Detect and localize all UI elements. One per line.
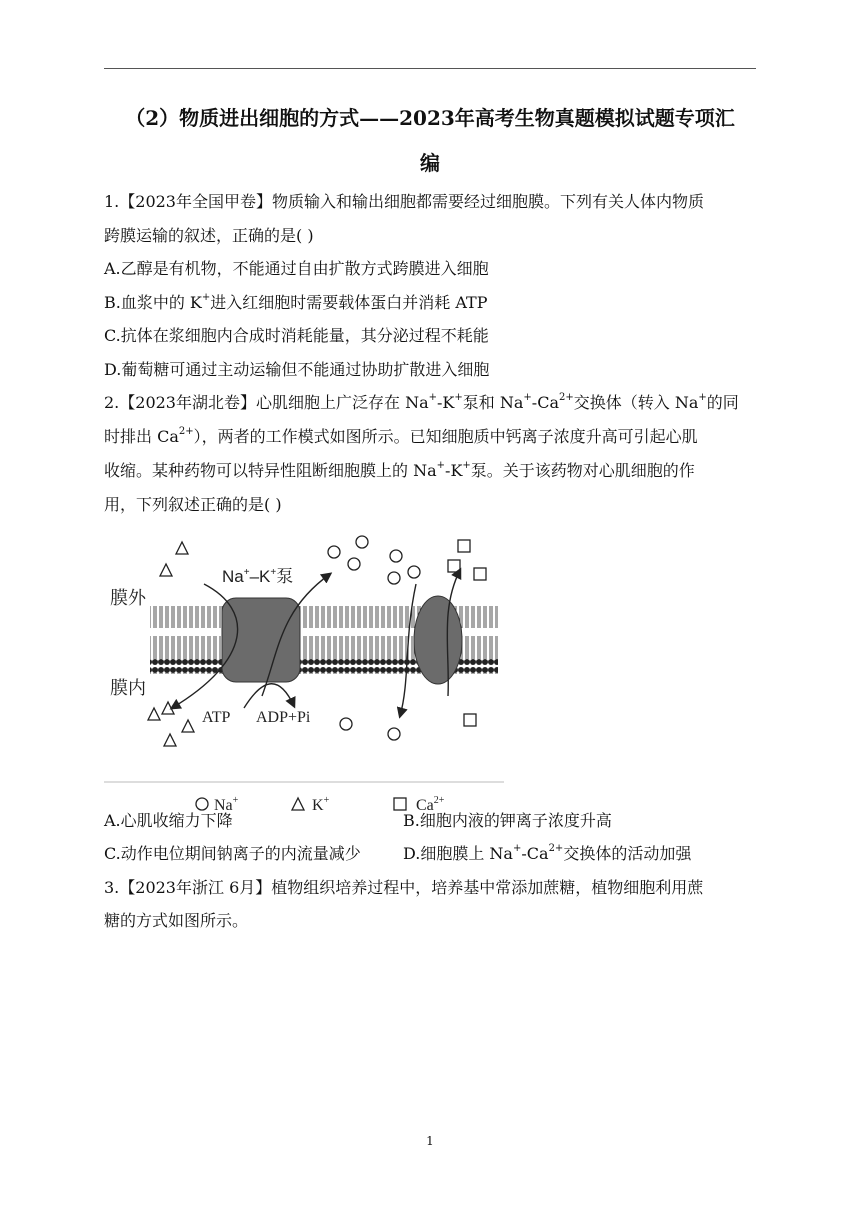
q2-stem-line-4: 用，下列叙述正确的是( ) (104, 495, 282, 514)
legend-k-symbol (292, 798, 304, 810)
na-ion-circle (348, 558, 360, 570)
atp-label: ATP (202, 709, 231, 726)
title-line-1: （2）物质进出细胞的方式——2023年高考生物真题模拟试题专项汇 (125, 106, 735, 130)
ca-ion-square (448, 560, 460, 572)
q2-option-d: D.细胞膜上 $Na^+-Ca^{2+}$交换体的活动加强 (403, 842, 692, 863)
na-ion-circle (388, 572, 400, 584)
na-ion-circle (328, 546, 340, 558)
k-ion-triangle (148, 708, 160, 720)
na-ca-exchanger-protein (414, 596, 462, 684)
k-ion-triangle (182, 720, 194, 732)
na-ion-circle (390, 550, 402, 562)
q2-option-c: C.动作电位期间钠离子的内流量减少 (104, 844, 361, 863)
ca-ion-square (458, 540, 470, 552)
q1-option-a: A.乙醇是有机物，不能通过自由扩散方式跨膜进入细胞 (104, 259, 489, 278)
inside-label: 膜内 (110, 678, 146, 698)
na-ion-circle (388, 728, 400, 740)
pump-label: Na+–K+泵 (222, 567, 294, 586)
page-title (104, 96, 756, 186)
na-ion-circle (356, 536, 368, 548)
header-rule (104, 68, 756, 69)
ca-ion-square (464, 714, 476, 726)
na-ion-circle (340, 718, 352, 730)
title-line-2: 编 (420, 151, 440, 175)
q1-option-d: D.葡萄糖可通过主动运输但不能通过协助扩散进入细胞 (104, 360, 490, 379)
membrane-transport-diagram (104, 530, 504, 822)
atp-adp-arrow (244, 684, 294, 708)
k-ion-triangle (160, 564, 172, 576)
q1-stem-line-2: 跨膜运输的叙述，正确的是( ) (104, 226, 314, 245)
outside-label: 膜外 (110, 588, 146, 608)
q3-stem-line-2: 糖的方式如图所示。 (104, 911, 249, 930)
adp-label: ADP+Pi (256, 709, 311, 726)
k-ion-triangle (164, 734, 176, 746)
q2-stem-line-3: 收缩。某种药物可以特异性阻断细胞膜上的 Na+-K+泵。关于该药物对心肌细胞的作 (104, 459, 695, 480)
na-ion-circle (408, 566, 420, 578)
q1-option-b: B.血浆中的 K+进入红细胞时需要载体蛋白并消耗 ATP (104, 291, 488, 312)
q2-stem-line-2: 时排出 $Ca^{2+}$），两者的工作模式如图所示。已知细胞质中钙离子浓度升高可引起心肌 (104, 425, 698, 446)
legend-ca-label: $Ca^{2+}$ (416, 795, 445, 814)
q2-stem-line-1: 2.【2023年湖北卷】心肌细胞上广泛存在 Na+-K+泵和 $Na^+-Ca^{2+}$交换体（转入 Na+的同 (104, 391, 739, 412)
legend-na-symbol (196, 798, 208, 810)
k-ion-triangle (176, 542, 188, 554)
q3-stem-line-1: 3.【2023年浙江 6月】植物组织培养过程中，培养基中常添加蔗糖，植物细胞利用蔗 (104, 878, 704, 897)
q1-option-c: C.抗体在浆细胞内合成时消耗能量，其分泌过程不耗能 (104, 326, 489, 345)
q1-stem-line-1: 1.【2023年全国甲卷】物质输入和输出细胞都需要经过细胞膜。下列有关人体内物质 (104, 192, 704, 211)
ca-ion-square (474, 568, 486, 580)
q2-option-b: B.细胞内液的钾离子浓度升高 (403, 811, 612, 830)
page-number: 1 (426, 1134, 434, 1148)
q2-option-a: A.心肌收缩力下降 (104, 811, 233, 830)
legend-k-label: K+ (312, 795, 330, 814)
legend-ca-symbol (394, 798, 406, 810)
legend-na-label: Na+ (214, 795, 239, 814)
